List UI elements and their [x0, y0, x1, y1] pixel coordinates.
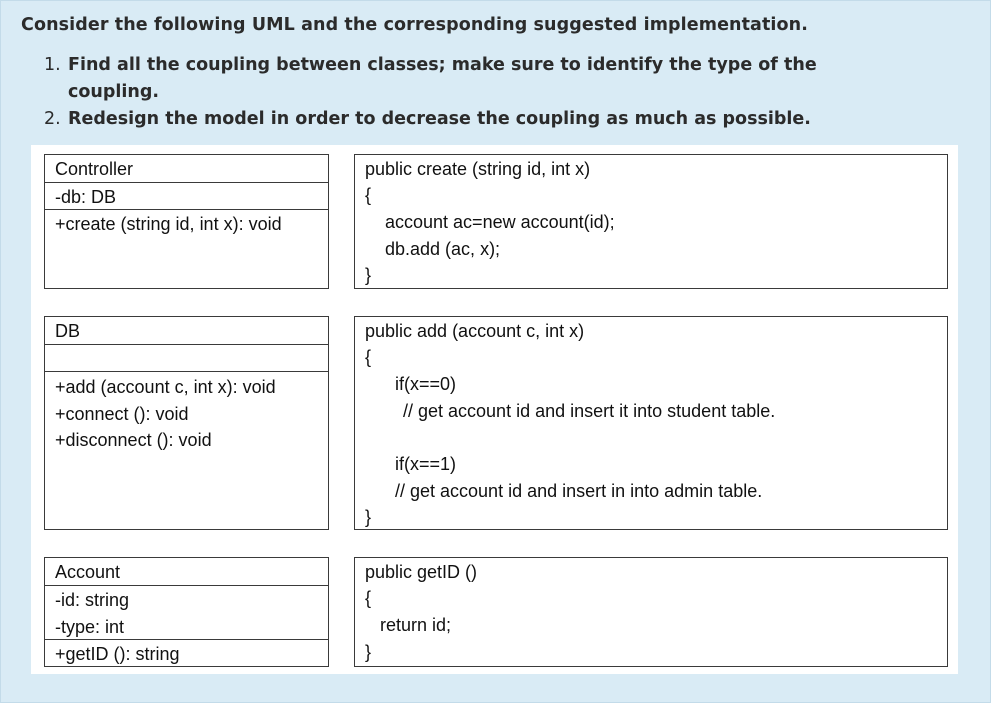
code-line: { — [365, 185, 372, 205]
item-text: Redesign the model in order to decrease the coupling as much as possible. — [68, 109, 811, 129]
code-line: public getID () — [365, 562, 478, 582]
class-method: +add (account c, int x): void — [55, 377, 276, 397]
class-name: Controller — [45, 155, 328, 183]
class-name: DB — [45, 317, 328, 345]
code-line: { — [365, 347, 372, 367]
account-class-box — [44, 557, 329, 667]
class-attribute: -id: string — [55, 590, 130, 610]
code-line: // get account id and insert in into admin table. — [395, 481, 763, 501]
class-attribute: -db: DB — [45, 183, 328, 210]
db-class-box — [44, 316, 329, 530]
class-attribute — [45, 345, 328, 372]
item-text: Find all the coupling between classes; make sure to identify the type of the coupling. — [68, 55, 817, 102]
class-attribute: -type: int — [55, 617, 125, 637]
code-line: } — [365, 265, 372, 285]
class-method: +connect (): void — [55, 404, 189, 424]
item-number: 1. — [44, 55, 61, 75]
code-line: // get account id and insert it into student table. — [403, 401, 776, 421]
question-title: Consider the following UML and the corresponding suggested implementation. — [21, 15, 808, 35]
code-line: if(x==1) — [395, 454, 457, 474]
class-method: +disconnect (): void — [55, 430, 212, 450]
add-code-box — [354, 316, 948, 530]
question-item — [44, 52, 884, 106]
class-method: +getID (): string — [55, 644, 180, 664]
question-item — [44, 106, 884, 133]
class-methods — [45, 372, 328, 529]
code-line: public create (string id, int x) — [365, 159, 591, 179]
getid-code-box — [354, 557, 948, 667]
code-line: { — [365, 588, 372, 608]
class-name: Account — [45, 558, 328, 586]
class-method: +create (string id, int x): void — [55, 214, 282, 234]
create-code-box — [354, 154, 948, 289]
code-line: } — [365, 507, 372, 527]
code-line: public add (account c, int x) — [365, 321, 585, 341]
question-list — [44, 52, 884, 133]
code-line: account ac=new account(id); — [385, 212, 615, 232]
code-line: db.add (ac, x); — [385, 239, 501, 259]
controller-class-box — [44, 154, 329, 289]
code-line: } — [365, 642, 372, 662]
item-number: 2. — [44, 109, 61, 129]
code-line: if(x==0) — [395, 374, 457, 394]
code-line: return id; — [380, 615, 452, 635]
uml-figure — [31, 145, 958, 674]
class-attributes — [45, 586, 328, 640]
